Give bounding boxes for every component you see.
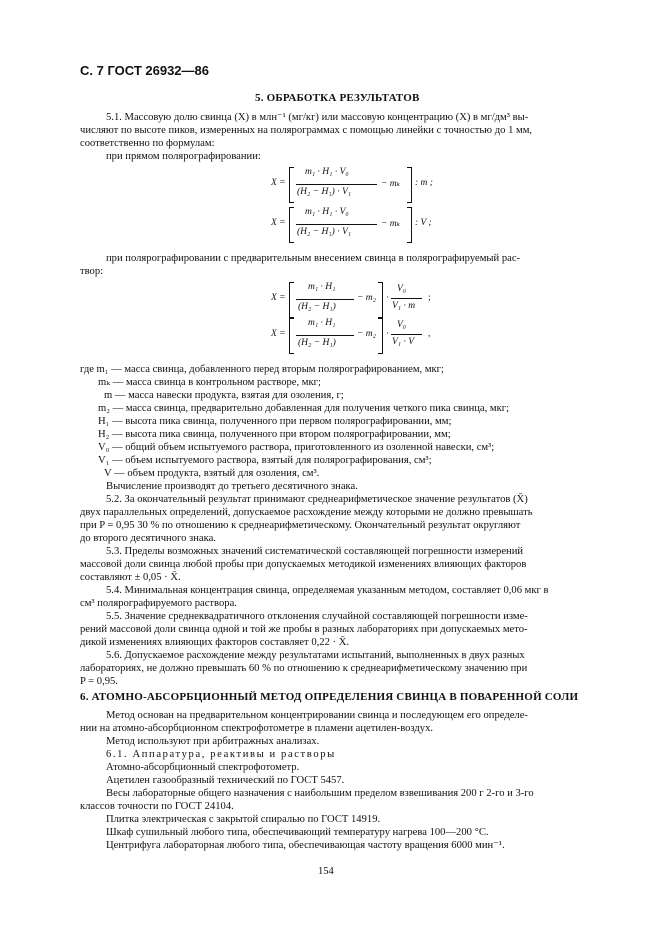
def-v: V — объем продукта, взятый для озоления, см³.: [104, 468, 320, 479]
p56-line1: 5.6. Допускаемое расхождение между результатами испытаний, выполненных в двух разных: [106, 650, 525, 661]
p53-line3: составляют ± 0,05 · X̄.: [80, 572, 181, 583]
def-m2: m₂ — масса свинца, предварительно добавленная для получения четкого пика свинца, мкг;: [98, 403, 510, 414]
f1-den: (H₂ − H₁) · V₁: [297, 187, 352, 197]
f3-lhs: X =: [271, 293, 286, 303]
def-h2: H₂ — высота пика свинца, полученного при втором полярографировании, мм;: [98, 429, 451, 440]
direct-label: при прямом полярографировании:: [106, 151, 261, 162]
s5-p1-line2: числяют по высоте пиков, измеренных на полярограммах с помощью линейки с точностью до 1 мм,: [80, 125, 533, 136]
section-6-title: 6. АТОМНО-АБСОРБЦИОННЫЙ МЕТОД ОПРЕДЕЛЕНИЯ СВИНЦА В ПОВАРЕННОЙ СОЛИ: [80, 691, 579, 703]
def-m: m — масса навески продукта, взятая для озоления, г;: [104, 390, 344, 401]
f4-num2: V₀: [397, 320, 407, 330]
calc-note: Вычисление производят до третьего десятичного знака.: [106, 481, 358, 492]
p52-line2: двух параллельных определений, допускаемое расхождение между которыми не должно превышать: [80, 507, 533, 518]
f1-bracket-left: [289, 167, 294, 203]
f3-num: m₁ · H₁: [308, 282, 336, 292]
prelim-line1: при полярографировании с предварительным внесением свинца в полярографируемый рас-: [106, 253, 521, 264]
f2-lhs: X =: [271, 218, 286, 228]
f1-lhs: X =: [271, 178, 286, 188]
p53-line1: 5.3. Пределы возможных значений систематической составляющей погрешности измерений: [106, 546, 524, 557]
f1-fraction-line: [296, 184, 377, 185]
f2-tail: : V ;: [415, 218, 432, 228]
f3-tail: ;: [428, 293, 431, 303]
s6-item-acetylene: Ацетилен газообразный технический по ГОСТ 5457.: [106, 775, 345, 786]
f2-minus: − mₖ: [381, 219, 401, 229]
p56-line3: P = 0,95.: [80, 676, 118, 687]
p55-line1: 5.5. Значение среднеквадратичного отклонения случайной составляющей погрешности изме-: [106, 611, 528, 622]
s6-item-centrifuge: Центрифуга лабораторная любого типа, обеспечивающая частоту вращения 6000 мин⁻¹.: [106, 840, 505, 851]
f2-num: m₁ · H₁ · V₀: [305, 207, 349, 217]
f3-bracket-left: [289, 282, 294, 318]
f4-tail: ,: [428, 329, 431, 339]
p54-line2: см³ полярографируемого раствора.: [80, 598, 237, 609]
p55-line3: дикой изменениях влияющих факторов составляет 0,22 · X̄.: [80, 637, 349, 648]
s6-scales-line1: Весы лабораторные общего назначения с наибольшим пределом взвешивания 200 г 2-го и 3-го: [106, 788, 534, 799]
section-5-title: 5. ОБРАБОТКА РЕЗУЛЬТАТОВ: [255, 92, 420, 104]
p54-line1: 5.4. Минимальная концентрация свинца, определяемая указанным методом, составляет 0,06 мкг в: [106, 585, 549, 596]
s6-sub61: 6.1. Аппаратура, реактивы и растворы: [106, 749, 336, 760]
f1-minus: − mₖ: [381, 179, 401, 189]
f4-fraction-line-2: [391, 334, 422, 335]
s6-item-plate: Плитка электрическая с закрытой спиралью по ГОСТ 14919.: [106, 814, 381, 825]
def-v1: V₁ — объем испытуемого раствора, взятый для полярографирования, см³;: [98, 455, 432, 466]
p52-line4: до второго десятичного знака.: [80, 533, 216, 544]
f2-den: (H₂ − H₁) · V₁: [297, 227, 352, 237]
def-mk: mₖ — масса свинца в контрольном растворе, мкг;: [98, 377, 321, 388]
s6-scales-line2: классов точности по ГОСТ 24104.: [80, 801, 234, 812]
f2-fraction-line: [296, 224, 377, 225]
p56-line2: лабораториях, не должно превышать 60 % по отношению к среднеарифметическому значению при: [80, 663, 528, 674]
page-header: С. 7 ГОСТ 26932—86: [80, 63, 209, 78]
f2-bracket-right: [407, 207, 412, 243]
f4-bracket-left: [289, 318, 294, 354]
f1-bracket-right: [407, 167, 412, 203]
f4-den: (H₂ − H₁): [298, 338, 336, 348]
f4-num: m₁ · H₁: [308, 318, 336, 328]
f3-dot: ·: [386, 293, 390, 303]
p53-line2: массовой доли свинца любой пробы при допускаемых методикой изменениях влияющих факторов: [80, 559, 527, 570]
f3-den2: V₁ · m: [392, 301, 416, 311]
s6-item-oven: Шкаф сушильный любого типа, обеспечивающий температуру нагрева 100—200 °С.: [106, 827, 489, 838]
f4-lhs: X =: [271, 329, 286, 339]
p55-line2: рений массовой доли свинца одной и той же пробы в разных лабораториях при допускаемых мето-: [80, 624, 528, 635]
f3-fraction-line-2: [391, 298, 422, 299]
def-m1: где m₁ — масса свинца, добавленного перед вторым полярографированием, мкг;: [80, 364, 444, 375]
p52-line3: при P = 0,95 30 % по отношению к среднеарифметическому. Окончательный результат округляют: [80, 520, 521, 531]
f1-tail: : m ;: [415, 178, 433, 188]
p52-line1: 5.2. За окончательный результат принимают среднеарифметическое значение результатов (X̄): [106, 494, 528, 505]
f3-fraction-line: [296, 299, 354, 300]
s6-arb: Метод используют при арбитражных анализах.: [106, 736, 320, 747]
f3-den: (H₂ − H₁): [298, 302, 336, 312]
s5-p1-line3: соответственно по формулам:: [80, 138, 215, 149]
s6-p1-line2: нии на атомно-абсорбционном спектрофотометре в пламени ацетилен-воздух.: [80, 723, 434, 734]
s5-p1-line1: 5.1. Массовую долю свинца (X) в млн⁻¹ (мг/кг) или массовую концентрацию (X) в мг/дм³ вы-: [106, 112, 529, 123]
s6-p1-line1: Метод основан на предварительном концентрировании свинца и последующем его определе-: [106, 710, 528, 721]
f4-den2: V₁ · V: [392, 337, 415, 347]
s6-item-aas: Атомно-абсорбционный спектрофотометр.: [106, 762, 300, 773]
page-number: 154: [318, 866, 334, 877]
f4-bracket-right: [378, 318, 383, 354]
f3-minus: − m₂: [357, 293, 376, 303]
f4-minus: − m₂: [357, 329, 376, 339]
f3-bracket-right: [378, 282, 383, 318]
def-h1: H₁ — высота пика свинца, полученного при первом полярографировании, мм;: [98, 416, 452, 427]
def-v0: V₀ — общий объем испытуемого раствора, приготовленного из озоленной навески, см³;: [98, 442, 495, 453]
f4-dot: ·: [386, 329, 390, 339]
f2-bracket-left: [289, 207, 294, 243]
f3-num2: V₀: [397, 284, 407, 294]
f4-fraction-line: [296, 335, 354, 336]
f1-num: m₁ · H₁ · V₀: [305, 167, 349, 177]
prelim-line2: твор:: [80, 266, 104, 277]
